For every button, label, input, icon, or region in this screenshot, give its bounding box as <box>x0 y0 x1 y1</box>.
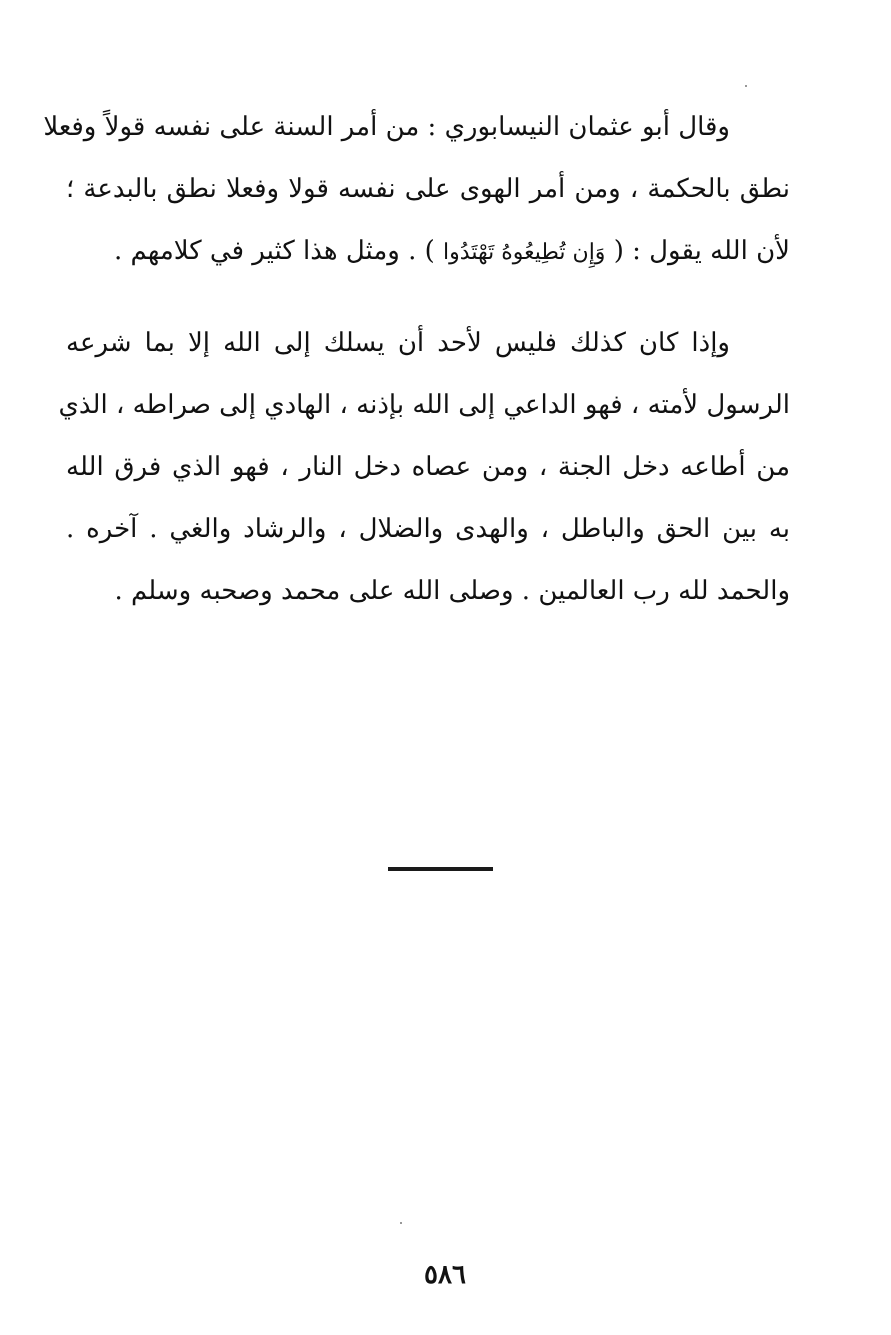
paragraph-abu-uthman-quote <box>43 96 790 282</box>
print-speck <box>400 1222 402 1224</box>
text-line: وإذا كان كذلك فليس لأحد أن يسلك إلى الله إلا بما شرعه <box>66 328 730 358</box>
end-divider <box>388 867 493 871</box>
print-speck <box>745 85 747 87</box>
paragraph-closing <box>58 312 790 622</box>
verse-closing: ) . ومثل هذا كثير في كلامهم . <box>114 236 435 266</box>
text-line: والحمد لله رب العالمين . وصلى الله على محمد وصحبه وسلم . <box>114 576 790 606</box>
verse-intro: لأن الله يقول : ( <box>613 236 790 266</box>
text-line: وقال أبو عثمان النيسابوري : من أمر السنة على نفسه قولاً وفعلا <box>43 112 730 142</box>
text-line: نطق بالحكمة ، ومن أمر الهوى على نفسه قولا وفعلا نطق بالبدعة ؛ <box>66 174 790 204</box>
text-line-with-verse <box>66 220 790 282</box>
quran-verse: وَإِن تُطِيعُوهُ تَهْتَدُوا <box>443 240 606 265</box>
text-line: من أطاعه دخل الجنة ، ومن عصاه دخل النار ، فهو الذي فرق الله <box>66 452 790 482</box>
page-number: ٥٨٦ <box>424 1260 466 1290</box>
text-line: الرسول لأمته ، فهو الداعي إلى الله بإذنه ، الهادي إلى صراطه ، الذي <box>58 390 790 420</box>
text-line: به بين الحق والباطل ، والهدى والضلال ، والرشاد والغي . آخره . <box>66 514 790 544</box>
